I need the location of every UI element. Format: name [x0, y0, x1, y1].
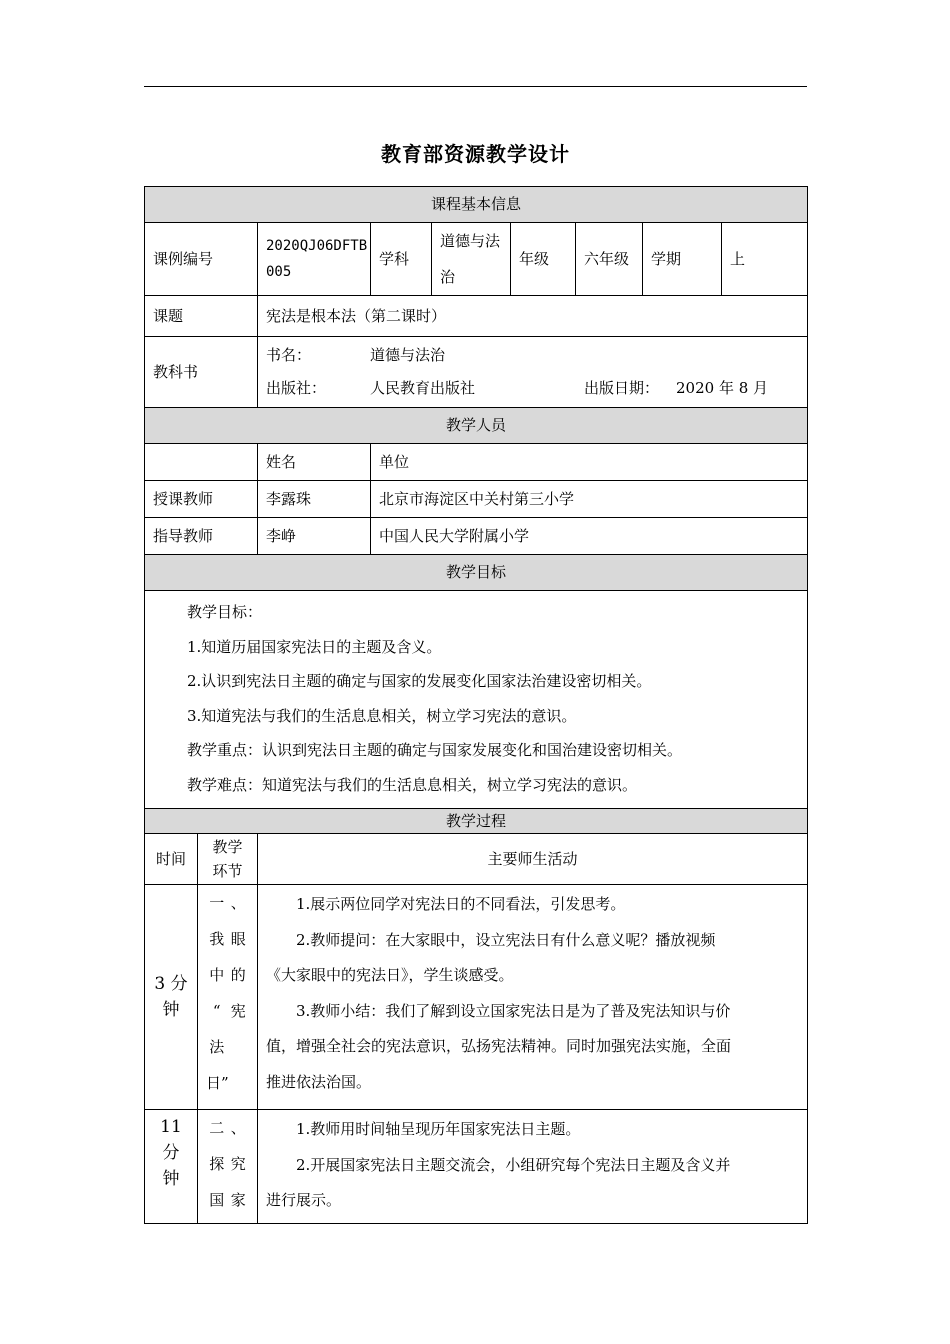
goal-line: 教学重点：认识到宪法日主题的确定与国家发展变化和国治建设密切相关。 — [187, 741, 683, 759]
staff-unit: 中国人民大学附属小学 — [371, 518, 808, 555]
process-stage — [198, 885, 258, 1110]
subject-value — [432, 223, 511, 296]
activity-line: 推进依法治国。 — [266, 1072, 372, 1091]
grade-value: 六年级 — [576, 223, 643, 296]
code-label: 课例编号 — [145, 223, 258, 296]
activity-line: 2.教师提问：在大家眼中，设立宪法日有什么意义呢？播放视频 — [296, 930, 716, 949]
staff-name: 李峥 — [258, 518, 371, 555]
term-value: 上 — [722, 223, 808, 296]
time-line: 分 — [162, 1143, 180, 1163]
staff-unit: 北京市海淀区中关村第三小学 — [371, 481, 808, 518]
stage-char — [228, 1065, 250, 1101]
process-activities — [258, 1110, 808, 1224]
staff-row — [145, 518, 808, 555]
staff-name-header: 姓名 — [258, 444, 371, 481]
stage-text — [198, 885, 257, 1101]
stage-char: 我 — [209, 930, 225, 948]
process-stage — [198, 1110, 258, 1224]
code-value-line1: 2020QJ06DFTB — [266, 238, 368, 254]
time-line: 3 分 — [154, 974, 188, 994]
subject-value-line2: 治 — [440, 268, 456, 286]
code-value-line2: 005 — [266, 264, 292, 280]
activity-line: 值，增强全社会的宪法意识，弘扬宪法精神。同时加强宪法实施，全面 — [266, 1037, 732, 1055]
stage-char: 中 — [209, 966, 225, 984]
process-time-header: 时间 — [145, 834, 198, 885]
textbook-info — [258, 337, 808, 408]
stage-char: 家 — [230, 1191, 246, 1209]
activity-line: 2.开展国家宪法日主题交流会，小组研究每个宪法日主题及含义并 — [296, 1155, 731, 1174]
grade-label: 年级 — [511, 223, 576, 296]
stage-char: 探 — [209, 1155, 225, 1173]
staff-role: 指导教师 — [145, 518, 258, 555]
stage-char: 国 — [209, 1191, 225, 1209]
subject-value-line1: 道德与法 — [440, 232, 501, 250]
activity-line: 3.教师小结：我们了解到设立国家宪法日是为了普及宪法知识与价 — [296, 1001, 731, 1020]
stage-header-line1: 教学 — [212, 838, 243, 856]
goal-line: 1.知道历届国家宪法日的主题及含义。 — [187, 637, 442, 656]
header-rule — [144, 86, 807, 87]
goal-line: 教学难点：知道宪法与我们的生活息息相关，树立学习宪法的意识。 — [187, 775, 638, 794]
term-label: 学期 — [643, 223, 722, 296]
process-time — [145, 885, 198, 1110]
time-line: 钟 — [162, 1169, 180, 1189]
lesson-design-table — [144, 186, 808, 1224]
topic-label: 课题 — [145, 296, 258, 337]
process-activities — [258, 885, 808, 1110]
stage-char: “ — [212, 1002, 221, 1020]
topic-value: 宪法是根本法（第二课时） — [258, 296, 808, 337]
textbook-label: 教科书 — [145, 337, 258, 408]
goals-content — [145, 591, 808, 809]
section-goals: 教学目标 — [145, 555, 808, 591]
book-name-label: 书名： — [266, 346, 312, 364]
stage-char: 、 — [230, 894, 246, 912]
pub-date-value: 2020 年 8 月 — [676, 379, 769, 397]
process-activity-header: 主要师生活动 — [258, 834, 808, 885]
publisher-value: 人民教育出版社 — [370, 379, 476, 397]
page-title: 教育部资源教学设计 — [381, 142, 570, 166]
stage-text — [198, 1110, 257, 1218]
staff-unit-header: 单位 — [371, 444, 808, 481]
book-name-value: 道德与法治 — [370, 346, 446, 364]
code-value — [258, 223, 371, 296]
stage-char — [228, 1029, 250, 1065]
staff-row — [145, 481, 808, 518]
activity-line: 《大家眼中的宪法日》，学生谈感受。 — [266, 966, 514, 984]
stage-char: 法 — [209, 1038, 225, 1056]
stage-char: 、 — [230, 1119, 246, 1137]
stage-char: 的 — [230, 966, 246, 984]
stage-char: 宪 — [230, 1002, 246, 1020]
section-staff: 教学人员 — [145, 408, 808, 444]
publisher-label: 出版社： — [266, 379, 327, 397]
goal-line: 3.知道宪法与我们的生活息息相关，树立学习宪法的意识。 — [187, 706, 577, 725]
staff-role-header — [145, 444, 258, 481]
goal-line: 2.认识到宪法日主题的确定与国家的发展变化国家法治建设密切相关。 — [187, 672, 652, 690]
stage-char: 眼 — [230, 930, 246, 948]
book-name-line — [266, 339, 799, 372]
process-stage-header — [198, 834, 258, 885]
time-line: 11 — [160, 1117, 182, 1137]
section-process: 教学过程 — [145, 809, 808, 834]
process-row — [145, 885, 808, 1110]
activity-line: 1.展示两位同学对宪法日的不同看法，引发思考。 — [296, 895, 626, 913]
process-row — [145, 1110, 808, 1224]
section-basic-info: 课程基本信息 — [145, 187, 808, 223]
goal-line: 教学目标： — [187, 603, 263, 621]
subject-label: 学科 — [371, 223, 432, 296]
stage-char: 二 — [209, 1119, 225, 1137]
publisher-line — [266, 372, 799, 405]
stage-header-line2: 环节 — [212, 862, 243, 880]
process-time — [145, 1110, 198, 1224]
activity-line: 1.教师用时间轴呈现历年国家宪法日主题。 — [296, 1120, 581, 1138]
time-line: 钟 — [162, 1000, 180, 1020]
stage-char: 一 — [209, 894, 225, 912]
stage-char: 究 — [230, 1155, 246, 1173]
activity-line: 进行展示。 — [266, 1191, 342, 1209]
staff-name: 李露珠 — [258, 481, 371, 518]
pub-date-label: 出版日期： — [584, 379, 660, 397]
staff-role: 授课教师 — [145, 481, 258, 518]
stage-char: 日” — [206, 1074, 229, 1092]
